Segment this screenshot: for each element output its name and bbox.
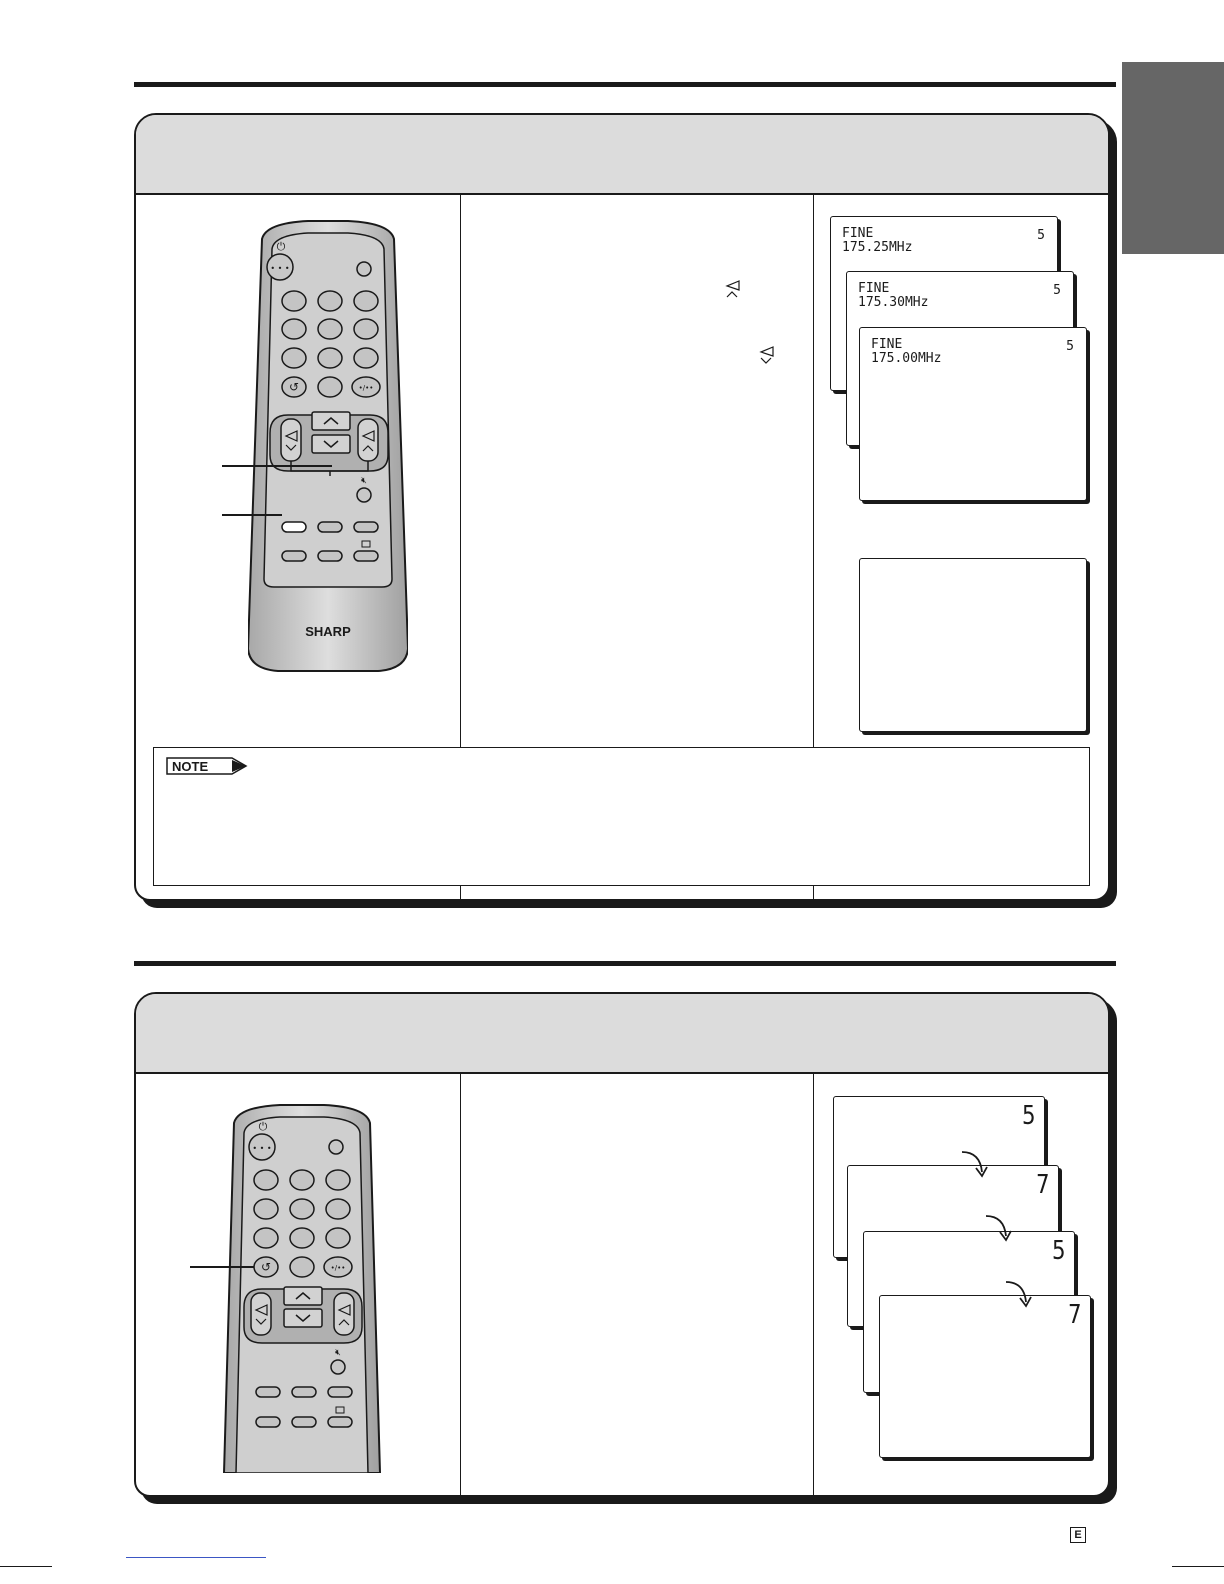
- osd-channel: 5: [1053, 283, 1061, 298]
- curved-arrow-icon: [982, 1210, 1012, 1244]
- channel-screen-4: [879, 1295, 1091, 1458]
- svg-text:⏻: ⏻: [258, 1120, 268, 1133]
- function-button-6[interactable]: [354, 551, 378, 561]
- volume-down-button[interactable]: [251, 1293, 271, 1335]
- osd-screen-blank: [859, 558, 1087, 732]
- curved-arrow-icon: [958, 1146, 988, 1180]
- volume-down-icon: [756, 345, 776, 365]
- channel-number: 7: [1068, 1300, 1082, 1330]
- callout-line-flashback: [190, 1266, 254, 1268]
- function-button-5[interactable]: [292, 1417, 316, 1427]
- mute-button[interactable]: [357, 488, 371, 502]
- function-button-3[interactable]: [354, 522, 378, 532]
- section2-column-divider-right: [813, 1074, 814, 1495]
- section2-top-rule: [134, 961, 1116, 966]
- remote-brand-logo: SHARP: [305, 624, 351, 639]
- channel-number: 5: [1052, 1236, 1066, 1266]
- chapter-side-tab: [1122, 62, 1224, 254]
- osd-channel: 5: [1037, 228, 1045, 243]
- channel-down-button[interactable]: [284, 1309, 322, 1327]
- function-button-3[interactable]: [328, 1387, 352, 1397]
- svg-text:• • •: • • •: [270, 264, 290, 273]
- mute-icon: 🔇︎: [335, 1348, 341, 1358]
- flashback-icon: ↺: [288, 380, 300, 394]
- page-language-mark: E: [1070, 1527, 1086, 1543]
- menu-button[interactable]: [282, 522, 306, 532]
- section2-header-band: [136, 994, 1108, 1074]
- svg-text:•/••: •/••: [358, 384, 374, 392]
- osd-channel: 5: [1066, 339, 1074, 354]
- channel-number: 7: [1036, 1170, 1050, 1200]
- function-button-2[interactable]: [292, 1387, 316, 1397]
- svg-text:• • •: • • •: [252, 1144, 272, 1153]
- function-button-1[interactable]: [256, 1387, 280, 1397]
- flashback-icon: ↺: [260, 1260, 272, 1274]
- remote-control-illustration-2: [220, 1103, 384, 1473]
- note-box: [153, 747, 1090, 886]
- osd-label: FINE: [871, 337, 903, 352]
- mute-button[interactable]: [331, 1360, 345, 1374]
- osd-frequency: 175.25MHz: [842, 240, 913, 255]
- section1-panel: [134, 113, 1110, 901]
- volume-up-button[interactable]: [334, 1293, 354, 1335]
- curved-arrow-icon: [1002, 1276, 1032, 1310]
- osd-screen-3: [859, 327, 1087, 501]
- footer-line-right: [1172, 1566, 1224, 1567]
- channel-up-button[interactable]: [312, 412, 350, 430]
- display-button[interactable]: [329, 1140, 343, 1154]
- channel-up-button[interactable]: [284, 1287, 322, 1305]
- remote-control-illustration: [248, 219, 408, 674]
- osd-label: FINE: [842, 226, 874, 241]
- display-button[interactable]: [357, 262, 371, 276]
- function-button-4[interactable]: [256, 1417, 280, 1427]
- volume-down-button[interactable]: [281, 419, 301, 461]
- power-icon: ⏻: [276, 240, 286, 253]
- function-button-2[interactable]: [318, 522, 342, 532]
- function-button-4[interactable]: [282, 551, 306, 561]
- footer-link-underline[interactable]: [126, 1557, 266, 1558]
- volume-up-button[interactable]: [358, 419, 378, 461]
- osd-frequency: 175.30MHz: [858, 295, 929, 310]
- callout-line-menu: [222, 514, 282, 516]
- osd-frequency: 175.00MHz: [871, 351, 942, 366]
- function-button-5[interactable]: [318, 551, 342, 561]
- section1-top-rule: [134, 82, 1116, 87]
- note-tag: [166, 757, 248, 775]
- section2-column-divider-left: [460, 1074, 461, 1495]
- callout-line-volume: [222, 465, 332, 467]
- note-label: NOTE: [172, 759, 209, 774]
- section2-panel: [134, 992, 1110, 1497]
- channel-number: 5: [1022, 1101, 1036, 1131]
- svg-text:•/••: •/••: [330, 1264, 346, 1272]
- footer-line-left: [0, 1566, 52, 1567]
- volume-up-icon: [722, 279, 742, 299]
- channel-down-button[interactable]: [312, 435, 350, 453]
- section1-header-band: [136, 115, 1108, 195]
- function-button-6[interactable]: [328, 1417, 352, 1427]
- osd-label: FINE: [858, 281, 890, 296]
- mute-icon: 🔇︎: [361, 476, 367, 486]
